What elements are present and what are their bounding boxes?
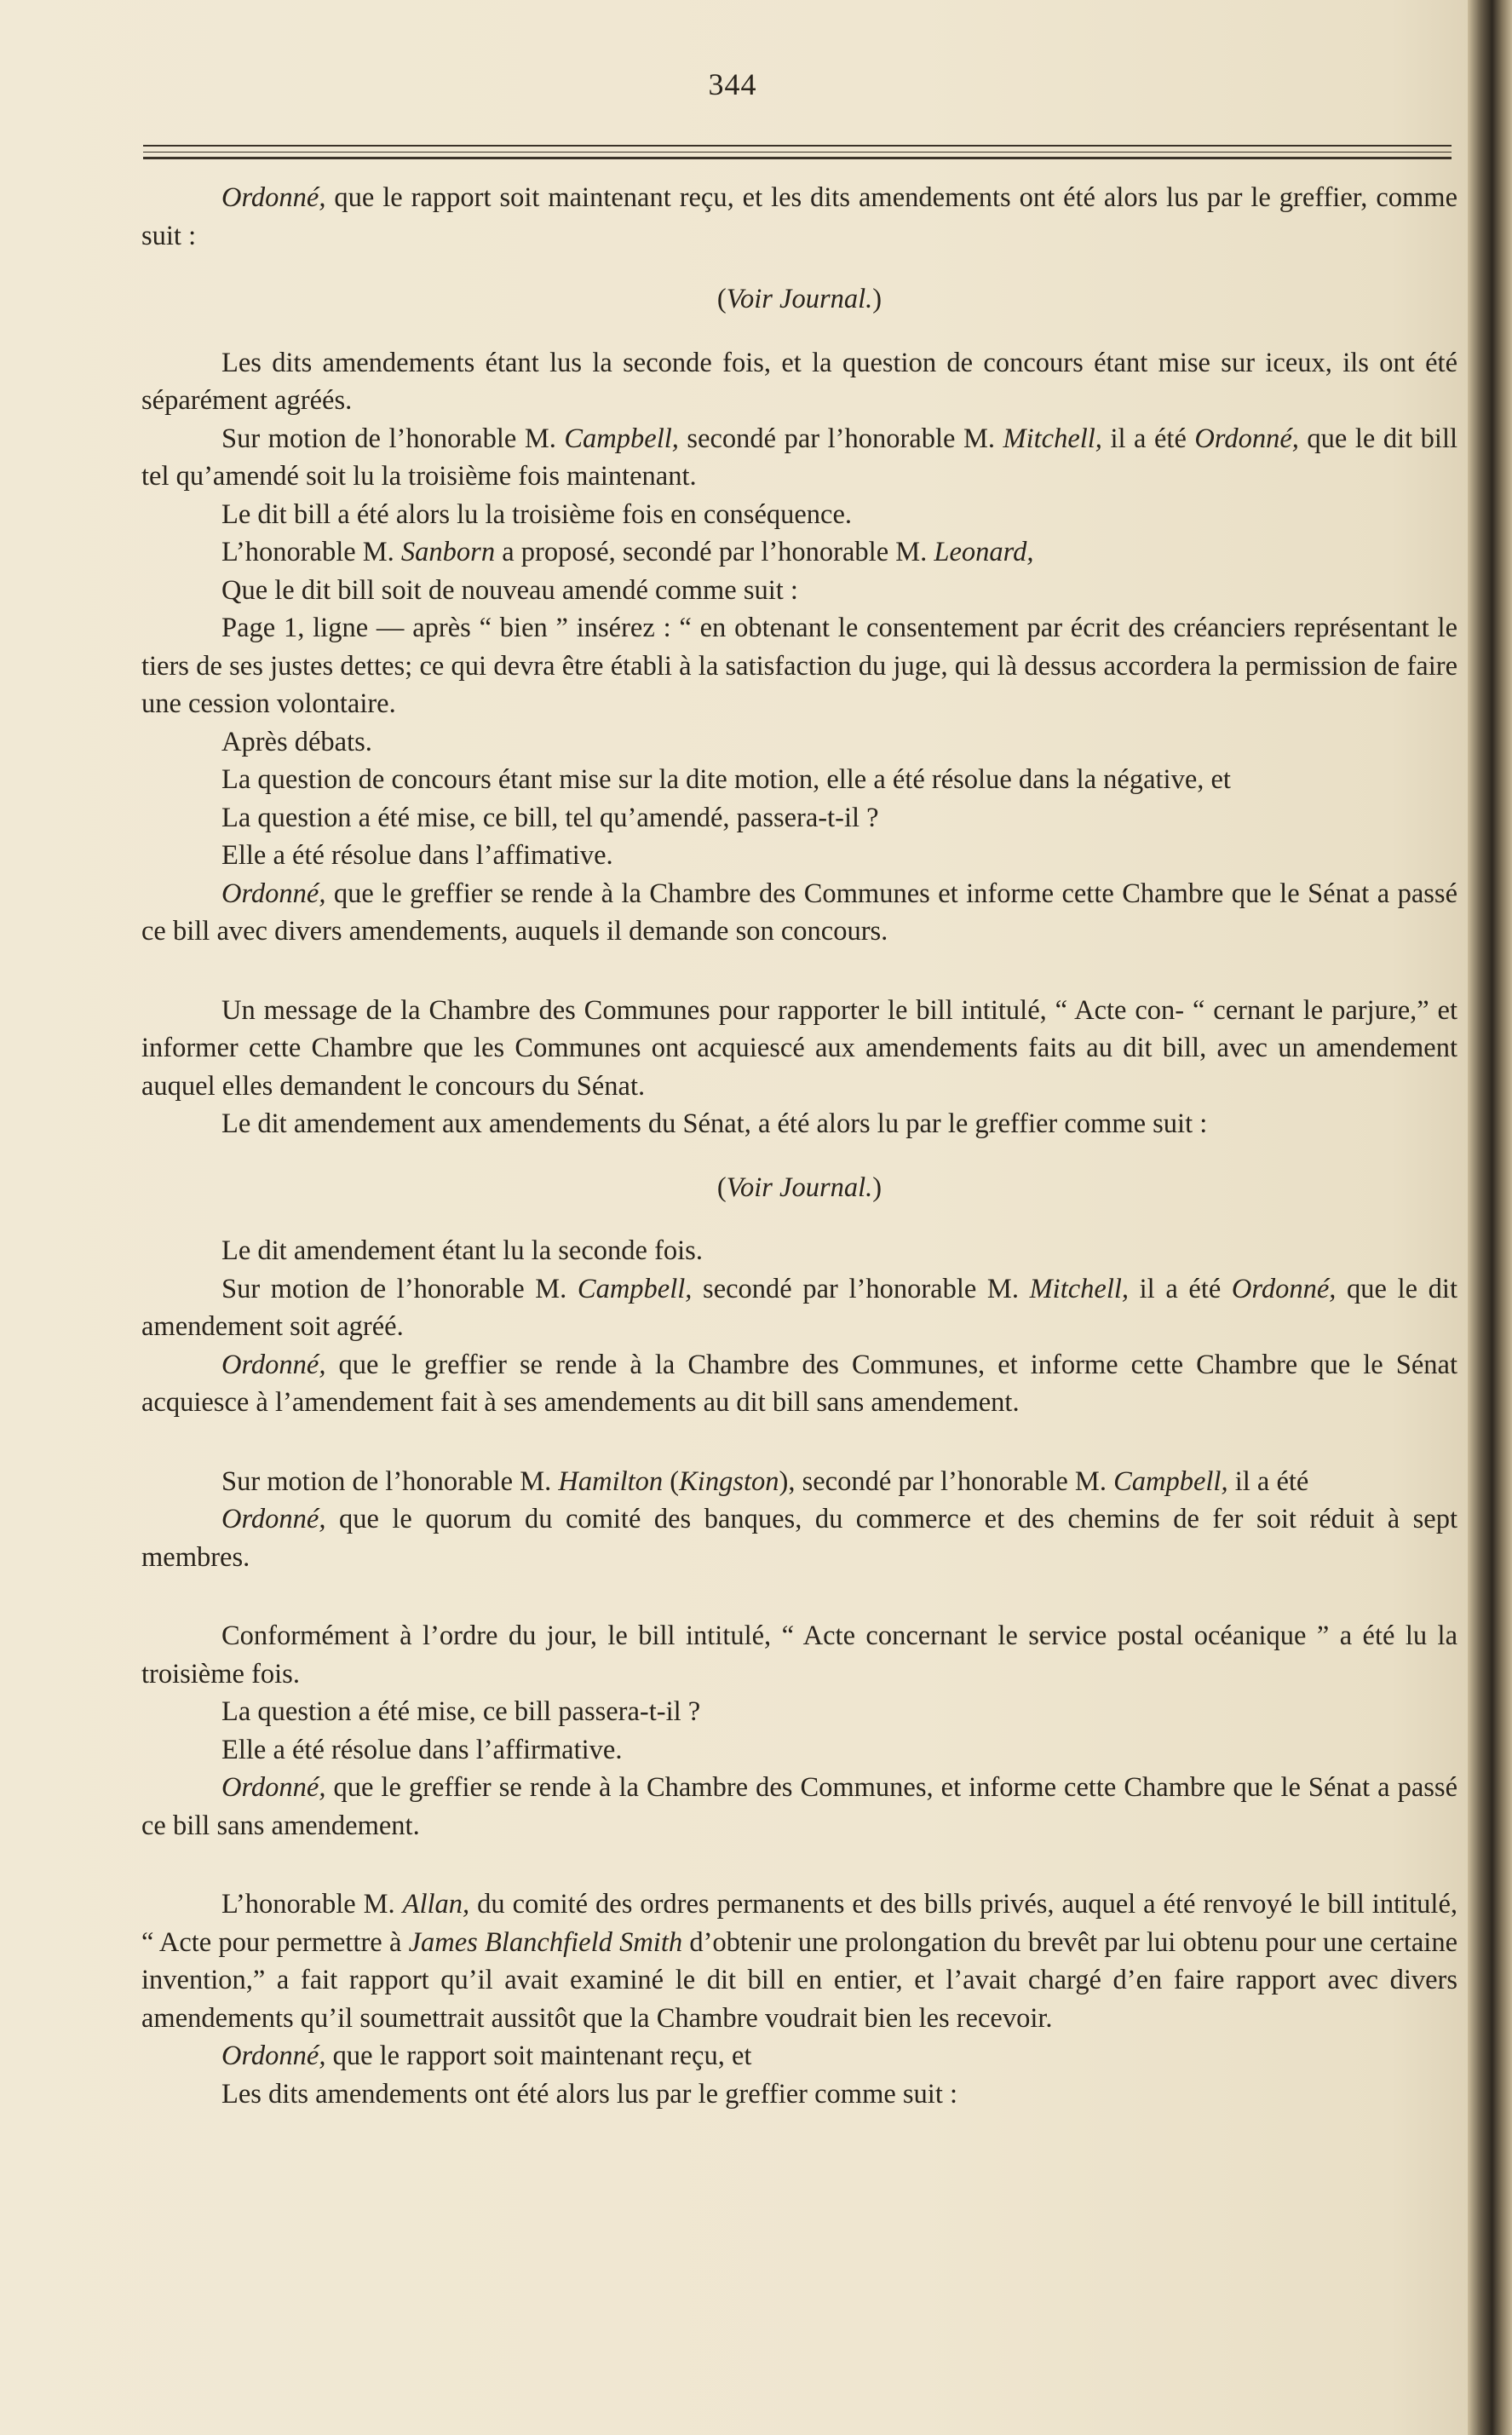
text-run: ( bbox=[716, 1171, 727, 1203]
text-run: que le rapport soit maintenant reçu, et les dits amendements ont été alors lus par le greffier, comme suit : bbox=[141, 182, 1457, 251]
italic-text-run: Allan, bbox=[402, 1889, 470, 1920]
italic-text-run: Ordonné, bbox=[221, 1772, 326, 1803]
paragraph bbox=[141, 992, 1457, 1106]
text-run: il a été bbox=[1101, 423, 1195, 454]
text-run: il a été bbox=[1129, 1273, 1232, 1304]
text-run: L’honorable M. bbox=[221, 537, 401, 567]
paragraph bbox=[141, 280, 1457, 319]
text-run: ), secondé par l’honorable M. bbox=[779, 1465, 1114, 1497]
text-run: La question a été mise, ce bill passera-t-il ? bbox=[221, 1696, 701, 1727]
paragraph bbox=[141, 1169, 1457, 1207]
text-run: Page 1, ligne — après “ bien ” insérez : “ en obtenant le consentement par écrit des créanciers représentant le tiers de ses justes dettes; ce qui devra être établi à la satisfaction du juge, qui là dessus accordera la permission de faire une cession volontaire. bbox=[141, 613, 1457, 719]
italic-text-run: James Blanchfield Smith bbox=[408, 1926, 683, 1958]
text-run: que le rapport soit maintenant reçu, et bbox=[325, 2041, 752, 2071]
text-run: que le dit bill tel qu’amendé soit lu la troisième fois maintenant. bbox=[141, 423, 1457, 492]
text-run: que le greffier se rende à la Chambre des Communes, et informe cette Chambre que le Sénat acquiesce à l’amendement fait à ses amendements au dit bill sans amendement. bbox=[141, 1349, 1457, 1418]
text-run: il a été bbox=[1227, 1465, 1309, 1497]
text-run: a proposé, secondé par l’honorable M. bbox=[495, 537, 934, 567]
section-gap bbox=[141, 951, 1457, 992]
paragraph bbox=[141, 799, 1457, 838]
paragraph bbox=[141, 1693, 1457, 1731]
paragraph bbox=[141, 533, 1457, 572]
text-run: Les dits amendements ont été alors lus par le greffier comme suit : bbox=[221, 2078, 958, 2110]
italic-text-run: Hamilton bbox=[558, 1465, 664, 1497]
text-run: d’obtenir une prolongation du brevêt par lui obtenu pour une certaine invention,” a fait rapport qu’il avait examiné le dit bill en entier, et l’avait chargé d’en faire rapport avec divers amendements qu’il soumettrait aussitôt que la Chambre voudrait bien les recevoir. bbox=[141, 1926, 1457, 2034]
section-gap bbox=[141, 1422, 1457, 1463]
text-run: Un message de la Chambre des Communes pour rapporter le bill intitulé, “ Acte con- “ cernant le parjure,” et informer cette Chambre que les Communes ont acquiescé aux amendements faits au dit bill, avec un amendement auquel elles demandent le concours du Sénat. bbox=[141, 994, 1457, 1102]
paragraph bbox=[141, 1617, 1457, 1693]
text-run: Le dit amendement étant lu la seconde fois. bbox=[221, 1235, 703, 1266]
text-run: La question de concours étant mise sur la dite motion, elle a été résolue dans la négative, et bbox=[221, 764, 1231, 795]
paragraph bbox=[141, 1769, 1457, 1845]
paragraph bbox=[141, 1232, 1457, 1270]
paragraph bbox=[141, 609, 1457, 723]
text-run: Sur motion de l’honorable M. bbox=[221, 423, 565, 454]
paragraph bbox=[141, 1500, 1457, 1576]
italic-text-run: Kingston bbox=[679, 1465, 779, 1497]
text-run: du comité des ordres permanents et des bills privés, auquel a été renvoyé le bill intitulé, “ Acte pour permettre à bbox=[141, 1889, 1457, 1958]
text-run: secondé par l’honorable M. bbox=[678, 423, 1003, 454]
paragraph bbox=[141, 572, 1457, 610]
page-number: 344 bbox=[708, 67, 757, 101]
body-text bbox=[141, 179, 1457, 2113]
paragraph bbox=[141, 179, 1457, 255]
italic-text-run: Ordonné, bbox=[221, 1349, 326, 1380]
paragraph bbox=[141, 761, 1457, 799]
text-run: Elle a été résolue dans l’affirmative. bbox=[221, 1734, 623, 1765]
text-run: que le quorum du comité des banques, du commerce et des chemins de fer soit réduit à sept membres. bbox=[141, 1504, 1457, 1573]
text-run: Le dit amendement aux amendements du Sénat, a été alors lu par le greffier comme suit : bbox=[221, 1108, 1208, 1139]
paragraph bbox=[141, 2037, 1457, 2075]
text-run: Les dits amendements étant lus la seconde fois, et la question de concours étant mise sur iceux, ils ont été séparément agréés. bbox=[141, 347, 1457, 416]
italic-text-run: Campbell, bbox=[1113, 1465, 1228, 1497]
text-run: que le greffier se rende à la Chambre des Communes, et informe cette Chambre que le Sénat a passé ce bill sans amendement. bbox=[141, 1772, 1457, 1841]
italic-text-run: Campbell, bbox=[564, 423, 679, 454]
text-run: que le greffier se rende à la Chambre des Communes et informe cette Chambre que le Sénat a passé ce bill avec divers amendements, auquels il demande son concours. bbox=[141, 878, 1457, 947]
paragraph bbox=[141, 1463, 1457, 1501]
paragraph bbox=[141, 344, 1457, 420]
paragraph bbox=[141, 1270, 1457, 1346]
paragraph bbox=[141, 837, 1457, 875]
italic-text-run: Ordonné, bbox=[221, 1504, 326, 1534]
italic-text-run: Sanborn bbox=[400, 537, 496, 567]
italic-text-run: Voir Journal. bbox=[726, 1171, 873, 1203]
text-run: ( bbox=[663, 1465, 680, 1497]
section-gap bbox=[141, 1845, 1457, 1885]
text-run: Elle a été résolue dans l’affimative. bbox=[221, 840, 613, 871]
paragraph bbox=[141, 2075, 1457, 2114]
paragraph bbox=[141, 723, 1457, 762]
paragraph bbox=[141, 496, 1457, 534]
text-run: Après débats. bbox=[221, 726, 372, 757]
italic-text-run: Campbell, bbox=[577, 1273, 693, 1304]
paragraph bbox=[141, 420, 1457, 496]
header-rule bbox=[143, 145, 1452, 147]
text-run: Que le dit bill soit de nouveau amendé comme suit : bbox=[221, 574, 798, 606]
text-run: Sur motion de l’honorable M. bbox=[221, 1465, 559, 1497]
text-run: ) bbox=[872, 1171, 882, 1203]
italic-text-run: Mitchell, bbox=[1029, 1273, 1130, 1304]
italic-text-run: Voir Journal. bbox=[726, 284, 873, 314]
paragraph bbox=[141, 1105, 1457, 1143]
text-run: La question a été mise, ce bill, tel qu’amendé, passera-t-il ? bbox=[221, 802, 879, 833]
italic-text-run: Ordonné, bbox=[221, 2041, 326, 2071]
header-rule bbox=[143, 152, 1452, 153]
italic-text-run: Ordonné, bbox=[221, 878, 326, 909]
italic-text-run: Leonard, bbox=[934, 537, 1034, 567]
paragraph bbox=[141, 1885, 1457, 2037]
paragraph bbox=[141, 1731, 1457, 1770]
italic-text-run: Ordonné, bbox=[221, 182, 326, 213]
text-run: Conformément à l’ordre du jour, le bill intitulé, “ Acte concernant le service postal océanique ” a été lu la troisième fois. bbox=[141, 1620, 1457, 1690]
paragraph bbox=[141, 875, 1457, 951]
text-run: L’honorable M. bbox=[221, 1889, 403, 1920]
text-run: Sur motion de l’honorable M. bbox=[221, 1273, 578, 1304]
paragraph bbox=[141, 1346, 1457, 1422]
text-run: ( bbox=[716, 284, 727, 314]
text-run: secondé par l’honorable M. bbox=[692, 1273, 1030, 1304]
text-run: que le dit amendement soit agréé. bbox=[141, 1273, 1457, 1342]
text-run: ) bbox=[872, 284, 882, 314]
text-run: Le dit bill a été alors lu la troisième fois en conséquence. bbox=[221, 498, 853, 530]
book-binding-edge bbox=[1468, 0, 1512, 2435]
italic-text-run: Ordonné, bbox=[1194, 423, 1299, 454]
section-gap bbox=[141, 1576, 1457, 1617]
header-rule bbox=[143, 157, 1452, 159]
italic-text-run: Mitchell, bbox=[1003, 423, 1102, 454]
italic-text-run: Ordonné, bbox=[1231, 1273, 1337, 1304]
